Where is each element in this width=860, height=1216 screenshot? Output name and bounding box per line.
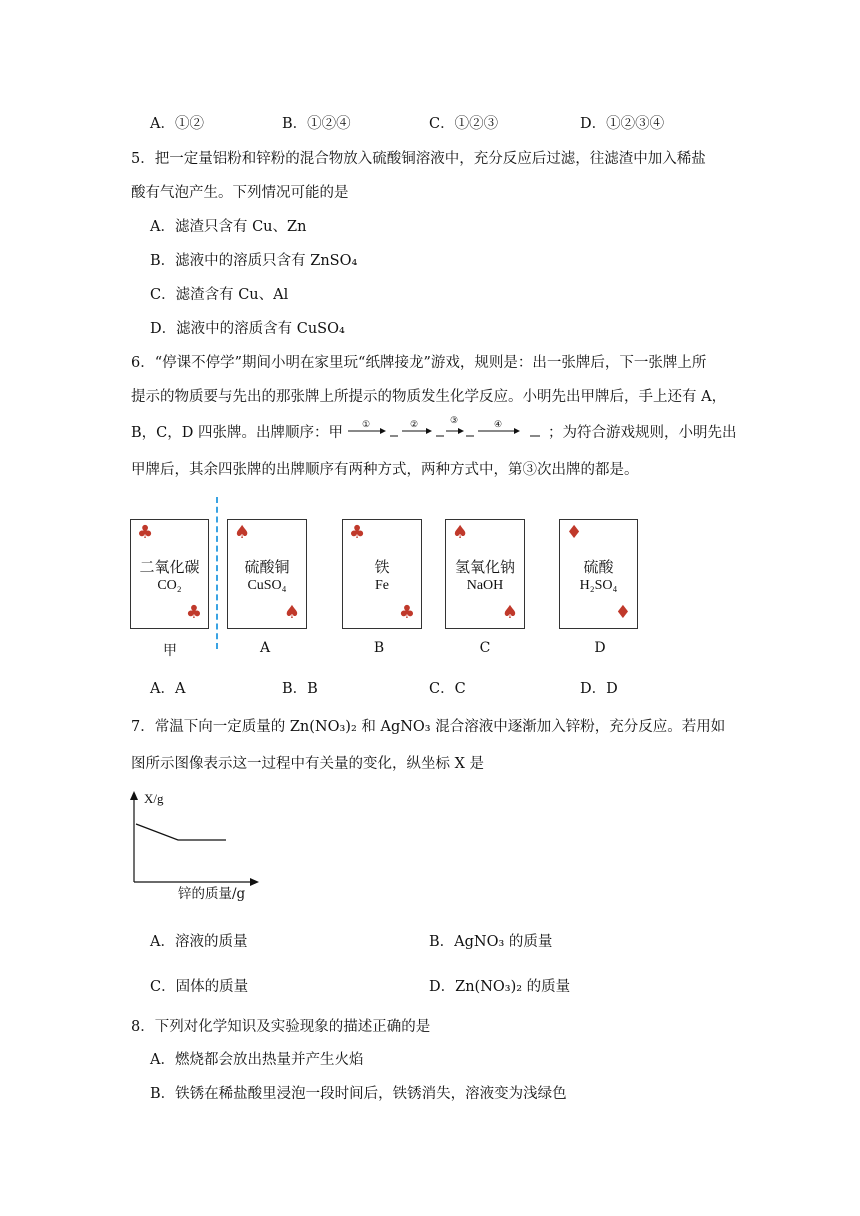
q6-stem-line2: 提示的物质要与先出的那张牌上所提示的物质发生化学反应。小明先出甲牌后，手上还有 A，	[131, 389, 727, 405]
card-name: 二氧化碳	[139, 558, 200, 576]
q6-option-d: D．D	[580, 681, 618, 697]
card-formula: CuSO₄	[247, 578, 287, 593]
club-icon: ♣	[349, 522, 366, 543]
graph-y-label: X/g	[144, 791, 164, 806]
card-c	[445, 519, 525, 629]
q6-option-b: B．B	[282, 681, 318, 697]
q4-option-c: C．①②③	[429, 116, 499, 132]
card-name: 硫酸	[583, 558, 614, 576]
q6-stem-line4: 甲牌后，其余四张牌的出牌顺序有两种方式，两种方式中，第③次出牌的都是。	[131, 462, 639, 478]
card-name: 硫酸铜	[244, 558, 290, 576]
card-label-jia: 甲	[163, 643, 177, 659]
card-jia	[130, 519, 209, 629]
card-label-d: D	[594, 640, 606, 656]
graph-x-label: 锌的质量/g	[178, 886, 246, 902]
q6-stem-line3-start: B，C，D 四张牌。出牌顺序：甲	[131, 425, 343, 441]
club-icon: ♣	[398, 602, 415, 623]
spade-icon: ♠	[234, 522, 251, 543]
q5-option-a: A．滤渣只含有 Cu、Zn	[150, 219, 307, 235]
q5-stem-line1: 5．把一定量铝粉和锌粉的混合物放入硫酸铜溶液中，充分反应后过滤，往滤渣中加入稀盐	[131, 151, 706, 167]
card-formula: Fe	[375, 578, 389, 593]
arrow-mark-2: ②	[410, 420, 419, 430]
card-name: 铁	[374, 558, 390, 576]
card-name: 氢氧化钠	[454, 558, 515, 576]
spade-icon: ♠	[283, 602, 300, 623]
arrow-mark-1: ①	[362, 420, 371, 430]
diamond-icon: ♦	[566, 522, 583, 543]
card-label-c: C	[479, 640, 491, 656]
club-icon: ♣	[137, 522, 154, 543]
q5-option-b: B．滤液中的溶质只含有 ZnSO₄	[150, 253, 358, 269]
q6-option-c: C．C	[429, 681, 466, 697]
q8-option-b: B．铁锈在稀盐酸里浸泡一段时间后，铁锈消失，溶液变为浅绿色	[150, 1086, 567, 1102]
arrow-mark-4: ④	[494, 420, 503, 430]
q6-stem-line3-end: ；为符合游戏规则，小明先出	[548, 425, 737, 441]
card-label-b: B	[373, 640, 385, 656]
card-formula: NaOH	[466, 578, 504, 593]
q5-option-c: C．滤渣含有 Cu、Al	[150, 287, 289, 303]
q6-stem-line1: 6．“停课不停学”期间小明在家里玩“纸牌接龙”游戏，规则是：出一张牌后，下一张牌上所	[131, 355, 707, 371]
club-icon: ♣	[185, 602, 202, 623]
q7-option-a: A．溶液的质量	[150, 934, 248, 950]
q5-option-d: D．滤液中的溶质含有 CuSO₄	[150, 321, 345, 337]
card-formula: H₂SO₄	[579, 578, 618, 593]
diamond-icon: ♦	[614, 602, 631, 623]
card-label-a: A	[259, 640, 271, 656]
arrow-mark-3: ③	[450, 416, 459, 426]
spade-icon: ♠	[452, 522, 469, 543]
play-order-arrows	[346, 416, 546, 442]
card-divider	[216, 497, 218, 649]
q4-option-a: A．①②	[150, 116, 204, 132]
spade-icon: ♠	[501, 602, 518, 623]
card-d	[559, 519, 638, 629]
q6-option-a: A．A	[150, 681, 186, 697]
q7-stem-line1: 7．常温下向一定质量的 Zn(NO₃)₂ 和 AgNO₃ 混合溶液中逐渐加入锌粉，充分反应。若用如	[131, 719, 726, 735]
card-formula: CO₂	[157, 578, 182, 593]
q4-option-d: D．①②③④	[580, 116, 665, 132]
q8-stem: 8．下列对化学知识及实验现象的描述正确的是	[131, 1019, 431, 1035]
q7-option-d: D．Zn(NO₃)₂ 的质量	[429, 979, 571, 995]
card-b	[342, 519, 422, 629]
q7-option-b: B．AgNO₃ 的质量	[429, 934, 553, 950]
card-a	[227, 519, 307, 629]
q7-option-c: C．固体的质量	[150, 979, 249, 995]
q7-stem-line2: 图所示图像表示这一过程中有关量的变化，纵坐标 X 是	[131, 756, 485, 772]
q4-option-b: B．①②④	[282, 116, 351, 132]
q5-stem-line2: 酸有气泡产生。下列情况可能的是	[131, 185, 349, 201]
q8-option-a: A．燃烧都会放出热量并产生火焰	[150, 1052, 364, 1068]
